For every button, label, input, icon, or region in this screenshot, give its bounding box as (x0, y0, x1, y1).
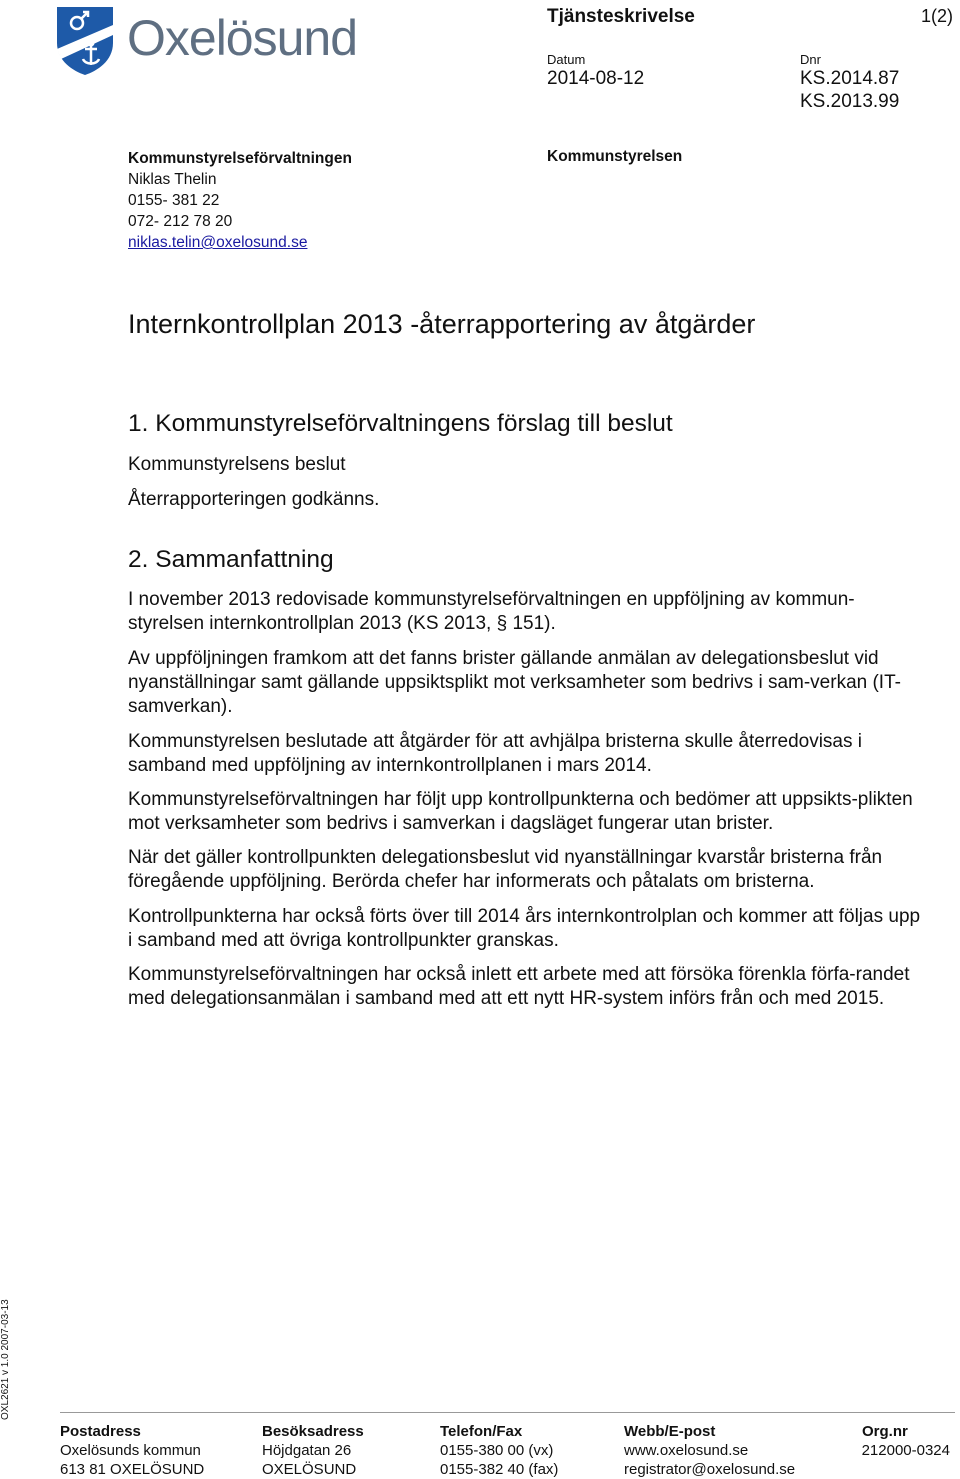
coat-of-arms-icon (55, 5, 115, 77)
footer-line: 0155-380 00 (vx) (440, 1442, 554, 1459)
document-type: Tjänsteskrivelse (547, 6, 695, 27)
section2-heading: 2. Sammanfattning (128, 546, 334, 573)
paragraph: I november 2013 redovisade kommunstyrelseförvaltningen en uppföljning av kommun-styrelsen internkontrollplan 2013 (KS 2013, § 151). (128, 589, 855, 634)
section2-paragraph (128, 905, 928, 953)
sender-phone: 0155- 381 22 (128, 192, 220, 209)
footer-line: Höjdgatan 26 (262, 1442, 352, 1459)
dnr-value-2: KS.2013.99 (800, 91, 900, 112)
footer-divider (60, 1412, 955, 1413)
logo-wordmark: Oxelösund (127, 10, 358, 66)
dnr-label: Dnr (800, 52, 821, 67)
footer-line: 0155-382 40 (fax) (440, 1461, 559, 1478)
municipality-logo (55, 5, 380, 77)
section2-paragraph (128, 788, 928, 836)
footer-line: 212000-0324 (861, 1442, 950, 1459)
sender-mobile: 072- 212 78 20 (128, 213, 233, 230)
footer-heading: Besöksadress (262, 1423, 364, 1440)
paragraph: När det gäller kontrollpunkten delegationsbeslut vid nyanställningar kvarstår bristerna från föregående uppföljning. Berörda chefer har informerats och påtalats om bristerna. (128, 847, 883, 892)
section1-heading: 1. Kommunstyrelseförvaltningens förslag till beslut (128, 410, 673, 437)
section1-text: Återrapporteringen godkänns. (128, 489, 380, 510)
footer-phone-fax (440, 1422, 558, 1479)
sender-block (128, 148, 352, 253)
footer-postal-address (60, 1422, 204, 1479)
section1-subheading: Kommunstyrelsens beslut (128, 454, 346, 475)
sender-org: Kommunstyrelseförvaltningen (128, 150, 352, 167)
paragraph: Kontrollpunkterna har också förts över till 2014 års internkontrolplan och kommer att följas upp i samband med att övriga kontrollpunkter granskas. (128, 906, 921, 951)
sender-name: Niklas Thelin (128, 171, 217, 188)
paragraph: Av uppföljningen framkom att det fanns brister gällande anmälan av delegationsbeslut vid nyanställningar samt gällande uppsiktsplikt mot verksamheter som bedrivs i sam-verkan (IT-samverkan). (128, 648, 901, 717)
footer-line: OXELÖSUND (262, 1461, 357, 1478)
recipient: Kommunstyrelsen (547, 148, 683, 165)
footer-web-link[interactable]: www.oxelosund.se (624, 1442, 749, 1459)
footer-heading: Org.nr (862, 1423, 908, 1440)
page-number: 1(2) (921, 6, 954, 26)
section2-paragraph (128, 846, 928, 894)
footer-heading: Webb/E-post (624, 1423, 716, 1440)
footer-line: 613 81 OXELÖSUND (60, 1461, 205, 1478)
footer-line: Oxelösunds kommun (60, 1442, 201, 1459)
footer-heading: Telefon/Fax (440, 1423, 523, 1440)
section2-paragraph (128, 647, 928, 719)
dnr-value-1: KS.2014.87 (800, 68, 900, 89)
section2-paragraph (128, 730, 928, 778)
paragraph: Kommunstyrelseförvaltningen har följt upp kontrollpunkterna och bedömer att uppsikts-plikten mot verksamheter som bedrivs i samverkan i dagsläget fungerar utan brister. (128, 789, 913, 834)
document-title: Internkontrollplan 2013 -återrapportering av åtgärder (128, 309, 756, 339)
footer-email-link[interactable]: registrator@oxelosund.se (624, 1461, 796, 1478)
paragraph: Kommunstyrelsen beslutade att åtgärder för att avhjälpa bristerna skulle återredovisas i samband med uppföljning av internkontrollplanen i mars 2014. (128, 731, 862, 776)
paragraph: Kommunstyrelseförvaltningen har också inlett ett arbete med att försöka förenkla förfa-randet med delegationsanmälan i samband med att ett nytt HR-system införs från och med 2015. (128, 964, 910, 1009)
form-code: OXL2621 v 1.0 2007-03-13 (0, 1299, 11, 1420)
date-value: 2014-08-12 (547, 68, 645, 89)
section2-paragraph (128, 588, 928, 636)
footer-web-email (624, 1422, 795, 1479)
sender-email-link[interactable]: niklas.telin@oxelosund.se (128, 234, 308, 251)
section2-paragraph (128, 963, 928, 1011)
footer-heading: Postadress (60, 1423, 141, 1440)
footer-org-number (840, 1422, 950, 1460)
footer-visiting-address (262, 1422, 364, 1479)
date-label: Datum (547, 52, 586, 67)
